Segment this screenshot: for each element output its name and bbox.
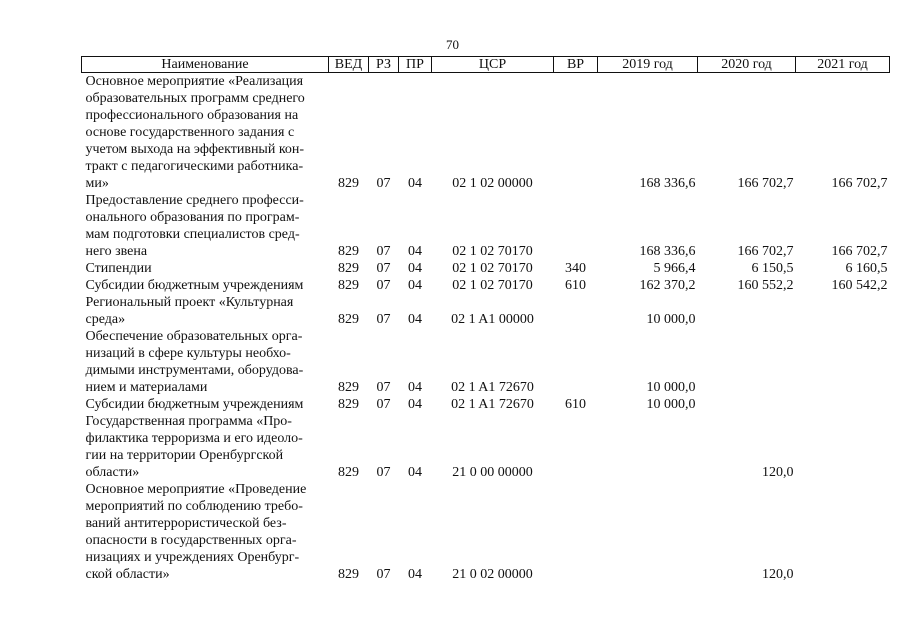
cell-2019 xyxy=(598,481,698,583)
cell-rz: 07 xyxy=(376,567,391,582)
cell-vr xyxy=(554,73,598,193)
cell-2020 xyxy=(698,396,796,413)
cell-vr: 610 xyxy=(565,397,586,412)
cell-name-line: Стипендии xyxy=(85,261,152,276)
cell-pr: 04 xyxy=(408,397,422,412)
cell-name-line: мероприятий по соблюдению требо- xyxy=(85,499,303,514)
page-number: 70 xyxy=(446,37,459,52)
cell-ved: 829 xyxy=(338,278,359,293)
cell-2021: 166 702,7 xyxy=(831,176,888,191)
cell-2019: 10 000,0 xyxy=(646,380,696,395)
cell-name-line: Субсидии бюджетным учреждениям xyxy=(85,278,304,293)
cell-name-line: ми» xyxy=(85,176,109,191)
table-row xyxy=(82,73,890,193)
cell-2020: 120,0 xyxy=(762,465,794,480)
cell-ved: 829 xyxy=(338,567,359,582)
header-csr: ЦСР xyxy=(432,57,554,73)
table-row xyxy=(82,328,890,396)
cell-csr: 02 1 02 00000 xyxy=(452,176,533,191)
cell-pr: 04 xyxy=(408,567,422,582)
cell-name-line: образовательных программ среднего xyxy=(85,91,305,106)
cell-pr: 04 xyxy=(408,244,422,259)
table-row xyxy=(82,481,890,583)
cell-2021: 160 542,2 xyxy=(831,278,888,293)
cell-2021: 166 702,7 xyxy=(831,244,888,259)
cell-csr: 02 1 02 70170 xyxy=(452,244,533,259)
table-row xyxy=(82,277,890,294)
cell-name-line: онального образования по програм- xyxy=(85,210,300,225)
cell-2019: 5 966,4 xyxy=(653,261,696,276)
cell-name-line: Обеспечение образовательных орга- xyxy=(85,329,303,344)
cell-name-line: него звена xyxy=(85,244,148,259)
cell-name-line: мам подготовки специалистов сред- xyxy=(85,227,300,242)
header-2021: 2021 год xyxy=(796,57,890,73)
cell-2020: 166 702,7 xyxy=(737,176,794,191)
cell-name xyxy=(82,192,329,260)
cell-ved: 829 xyxy=(338,312,359,327)
cell-vr xyxy=(554,192,598,260)
cell-2020 xyxy=(698,294,796,328)
cell-name-line: Государственная программа «Про- xyxy=(85,414,292,429)
cell-2021 xyxy=(796,481,890,583)
cell-2019 xyxy=(598,413,698,481)
cell-name xyxy=(82,294,329,328)
cell-name xyxy=(82,73,329,193)
cell-ved: 829 xyxy=(338,244,359,259)
cell-name xyxy=(82,481,329,583)
cell-rz: 07 xyxy=(376,278,391,293)
table-row xyxy=(82,260,890,277)
cell-2019: 10 000,0 xyxy=(646,397,696,412)
cell-name-line: димыми инструментами, оборудова- xyxy=(85,363,304,378)
cell-2021 xyxy=(796,294,890,328)
cell-name-line: опасности в государственных орга- xyxy=(85,533,297,548)
cell-2019: 162 370,2 xyxy=(639,278,696,293)
cell-2020: 166 702,7 xyxy=(737,244,794,259)
cell-name-line: Основное мероприятие «Проведение xyxy=(85,482,307,497)
cell-2021 xyxy=(796,328,890,396)
cell-pr: 04 xyxy=(408,465,422,480)
cell-2021: 6 160,5 xyxy=(845,261,888,276)
cell-name-line: ваний антитеррористической без- xyxy=(85,516,287,531)
cell-2019: 168 336,6 xyxy=(639,176,696,191)
cell-name xyxy=(82,328,329,396)
cell-name-line: среда» xyxy=(85,312,126,327)
header-name: Наименование xyxy=(82,57,329,73)
cell-rz: 07 xyxy=(376,397,391,412)
budget-table xyxy=(81,56,890,583)
cell-2020: 160 552,2 xyxy=(737,278,794,293)
cell-name-line: низациях и учреждениях Оренбург- xyxy=(85,550,300,565)
cell-name-line: Субсидии бюджетным учреждениям xyxy=(85,397,304,412)
cell-ved: 829 xyxy=(338,380,359,395)
header-2019: 2019 год xyxy=(598,57,698,73)
cell-rz: 07 xyxy=(376,312,391,327)
cell-rz: 07 xyxy=(376,465,391,480)
cell-name-line: гии на территории Оренбургской xyxy=(85,448,284,463)
cell-vr xyxy=(554,294,598,328)
cell-csr: 02 1 A1 72670 xyxy=(451,397,534,412)
cell-name xyxy=(82,413,329,481)
cell-name-line: учетом выхода на эффективный кон- xyxy=(85,142,305,157)
cell-name-line: нием и материалами xyxy=(85,380,208,395)
cell-rz: 07 xyxy=(376,244,391,259)
cell-2020: 120,0 xyxy=(762,567,794,582)
cell-name xyxy=(82,260,329,277)
cell-csr: 21 0 00 00000 xyxy=(452,465,533,480)
cell-csr: 02 1 02 70170 xyxy=(452,278,533,293)
table-header-row xyxy=(82,57,890,73)
cell-vr xyxy=(554,328,598,396)
cell-name xyxy=(82,396,329,413)
cell-ved: 829 xyxy=(338,397,359,412)
cell-name-line: области» xyxy=(85,465,140,480)
table-row xyxy=(82,396,890,413)
cell-rz: 07 xyxy=(376,261,391,276)
cell-csr: 21 0 02 00000 xyxy=(452,567,533,582)
cell-ved: 829 xyxy=(338,176,359,191)
cell-name-line: Региональный проект «Культурная xyxy=(85,295,294,310)
cell-pr: 04 xyxy=(408,176,422,191)
cell-vr xyxy=(554,413,598,481)
table-row xyxy=(82,294,890,328)
cell-rz: 07 xyxy=(376,380,391,395)
cell-name-line: профессионального образования на xyxy=(85,108,299,123)
table-row xyxy=(82,192,890,260)
cell-name-line: основе государственного задания с xyxy=(85,125,295,140)
cell-csr: 02 1 A1 72670 xyxy=(451,380,534,395)
cell-csr: 02 1 02 70170 xyxy=(452,261,533,276)
cell-csr: 02 1 A1 00000 xyxy=(451,312,534,327)
cell-ved: 829 xyxy=(338,261,359,276)
cell-pr: 04 xyxy=(408,261,422,276)
cell-pr: 04 xyxy=(408,312,422,327)
cell-name-line: филактика терроризма и его идеоло- xyxy=(85,431,303,446)
cell-name-line: Предоставление среднего професси- xyxy=(85,193,304,208)
header-2020: 2020 год xyxy=(698,57,796,73)
cell-rz: 07 xyxy=(376,176,391,191)
header-ved: ВЕД xyxy=(329,57,369,73)
cell-vr xyxy=(554,481,598,583)
cell-pr: 04 xyxy=(408,278,422,293)
cell-2019: 168 336,6 xyxy=(639,244,696,259)
cell-vr: 610 xyxy=(565,278,586,293)
cell-vr: 340 xyxy=(565,261,586,276)
cell-pr: 04 xyxy=(408,380,422,395)
cell-2021 xyxy=(796,396,890,413)
cell-name-line: Основное мероприятие «Реализация xyxy=(85,74,304,89)
cell-2020: 6 150,5 xyxy=(751,261,794,276)
table-row xyxy=(82,413,890,481)
cell-name-line: ской области» xyxy=(85,567,170,582)
cell-ved: 829 xyxy=(338,465,359,480)
cell-2019: 10 000,0 xyxy=(646,312,696,327)
header-pr: ПР xyxy=(399,57,432,73)
header-vr: ВР xyxy=(554,57,598,73)
cell-name xyxy=(82,277,329,294)
cell-2021 xyxy=(796,413,890,481)
cell-2020 xyxy=(698,328,796,396)
cell-name-line: низаций в сфере культуры необхо- xyxy=(85,346,291,361)
cell-name-line: тракт с педагогическими работника- xyxy=(85,159,304,174)
header-rz: РЗ xyxy=(369,57,399,73)
